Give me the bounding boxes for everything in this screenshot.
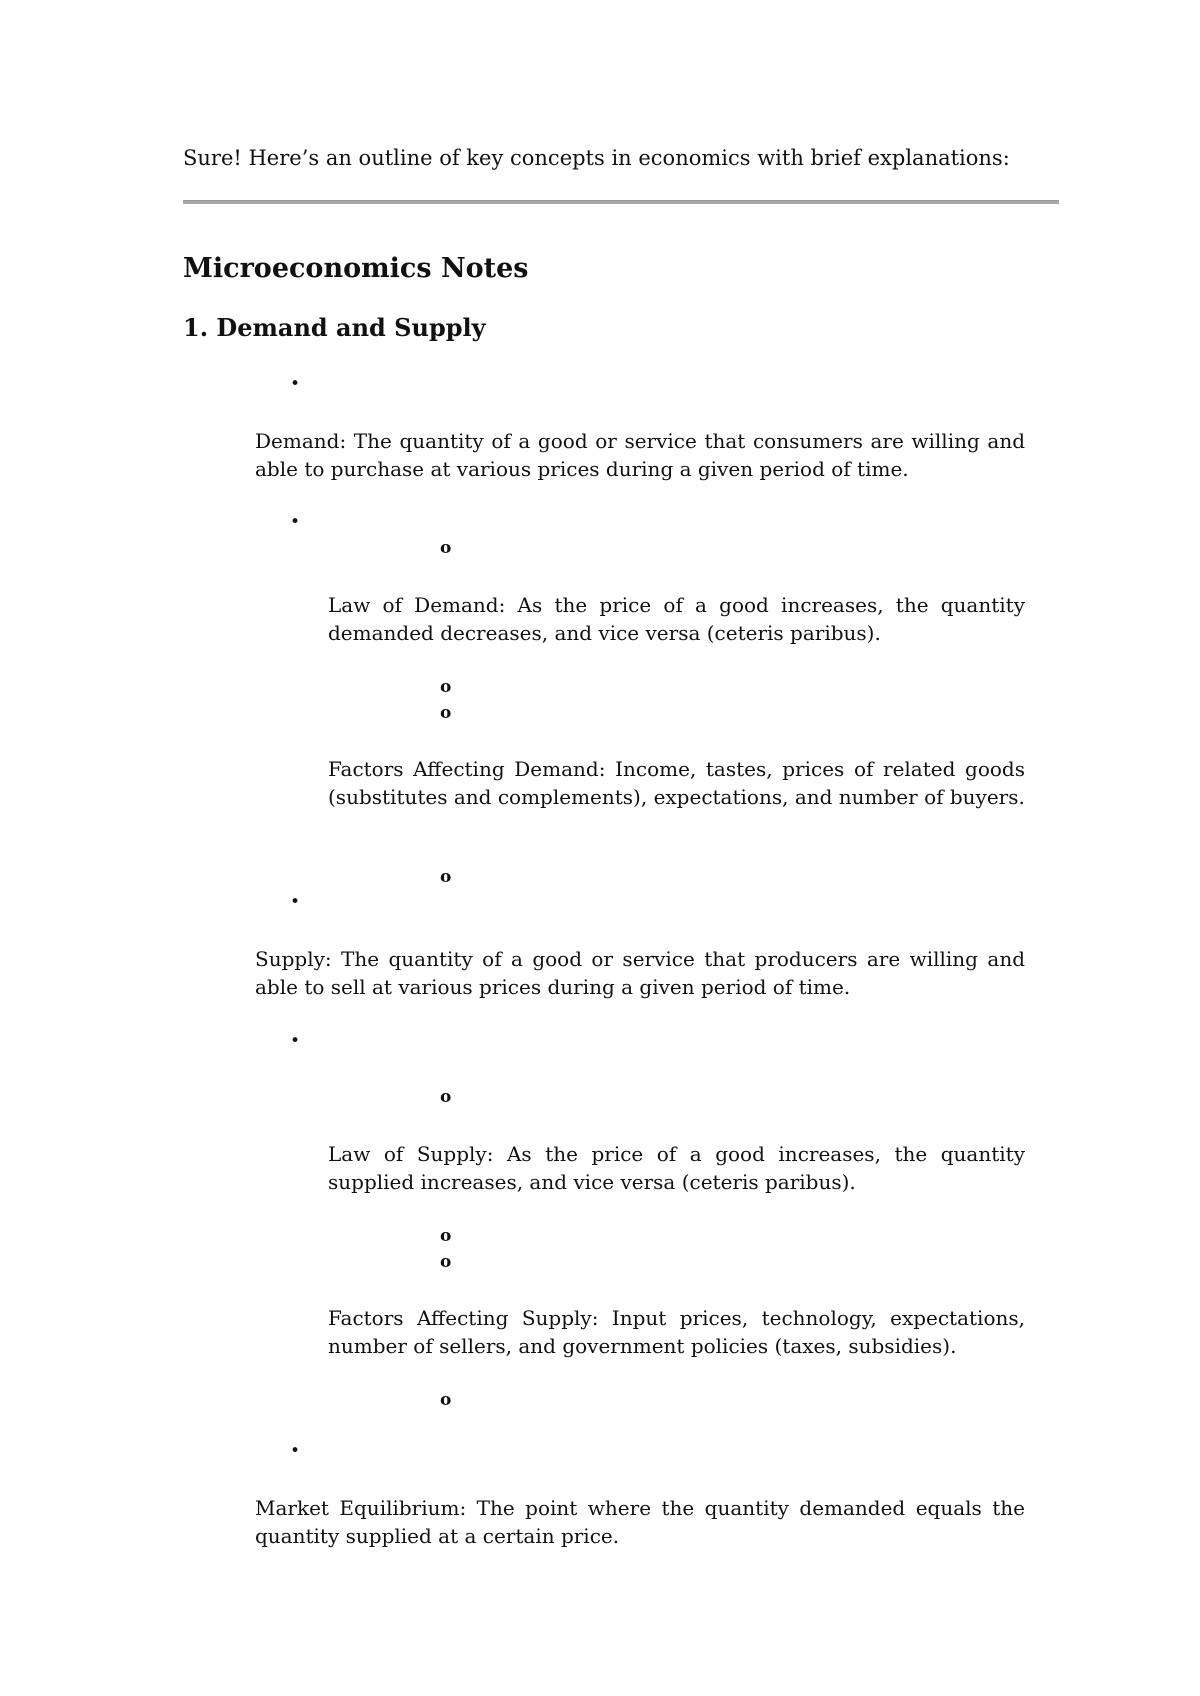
bullet-circle-icon: o [440, 1226, 452, 1246]
page-title: Microeconomics Notes [183, 253, 529, 284]
section-heading: 1. Demand and Supply [183, 313, 486, 342]
bullet-circle-icon: o [440, 703, 452, 723]
bullet-circle-icon: o [440, 1087, 452, 1107]
bullet-circle-icon: o [440, 1390, 452, 1410]
bullet-disc-icon: • [290, 1031, 301, 1051]
law-of-demand-item: Law of Demand: As the price of a good increases, the quantity demanded decreases, and vice versa (ceteris paribus). [328, 593, 1025, 645]
bullet-disc-icon: • [290, 1441, 301, 1461]
bullet-disc-icon: • [290, 892, 301, 912]
equilibrium-item: Market Equilibrium: The point where the quantity demanded equals the quantity supplied at a certain price. [255, 1496, 1025, 1548]
horizontal-rule [183, 200, 1059, 204]
demand-item: Demand: The quantity of a good or service that consumers are willing and able to purchase at various prices during a given period of time. [255, 429, 1025, 481]
bullet-circle-icon: o [440, 677, 452, 697]
bullet-circle-icon: o [440, 867, 452, 887]
law-of-supply-item: Law of Supply: As the price of a good increases, the quantity supplied increases, and vice versa (ceteris paribus). [328, 1142, 1025, 1194]
bullet-disc-icon: • [290, 374, 301, 394]
factors-demand-item: Factors Affecting Demand: Income, tastes, prices of related goods (substitutes and complements), expectations, and number of buyers. [328, 757, 1025, 809]
intro-text: Sure! Here’s an outline of key concepts in economics with brief explanations: [183, 146, 1010, 170]
bullet-circle-icon: o [440, 538, 452, 558]
factors-supply-item: Factors Affecting Supply: Input prices, technology, expectations, number of sellers, and government policies (taxes, subsidies). [328, 1306, 1025, 1358]
supply-item: Supply: The quantity of a good or service that producers are willing and able to sell at various prices during a given period of time. [255, 947, 1025, 999]
bullet-circle-icon: o [440, 1252, 452, 1272]
bullet-disc-icon: • [290, 512, 301, 532]
